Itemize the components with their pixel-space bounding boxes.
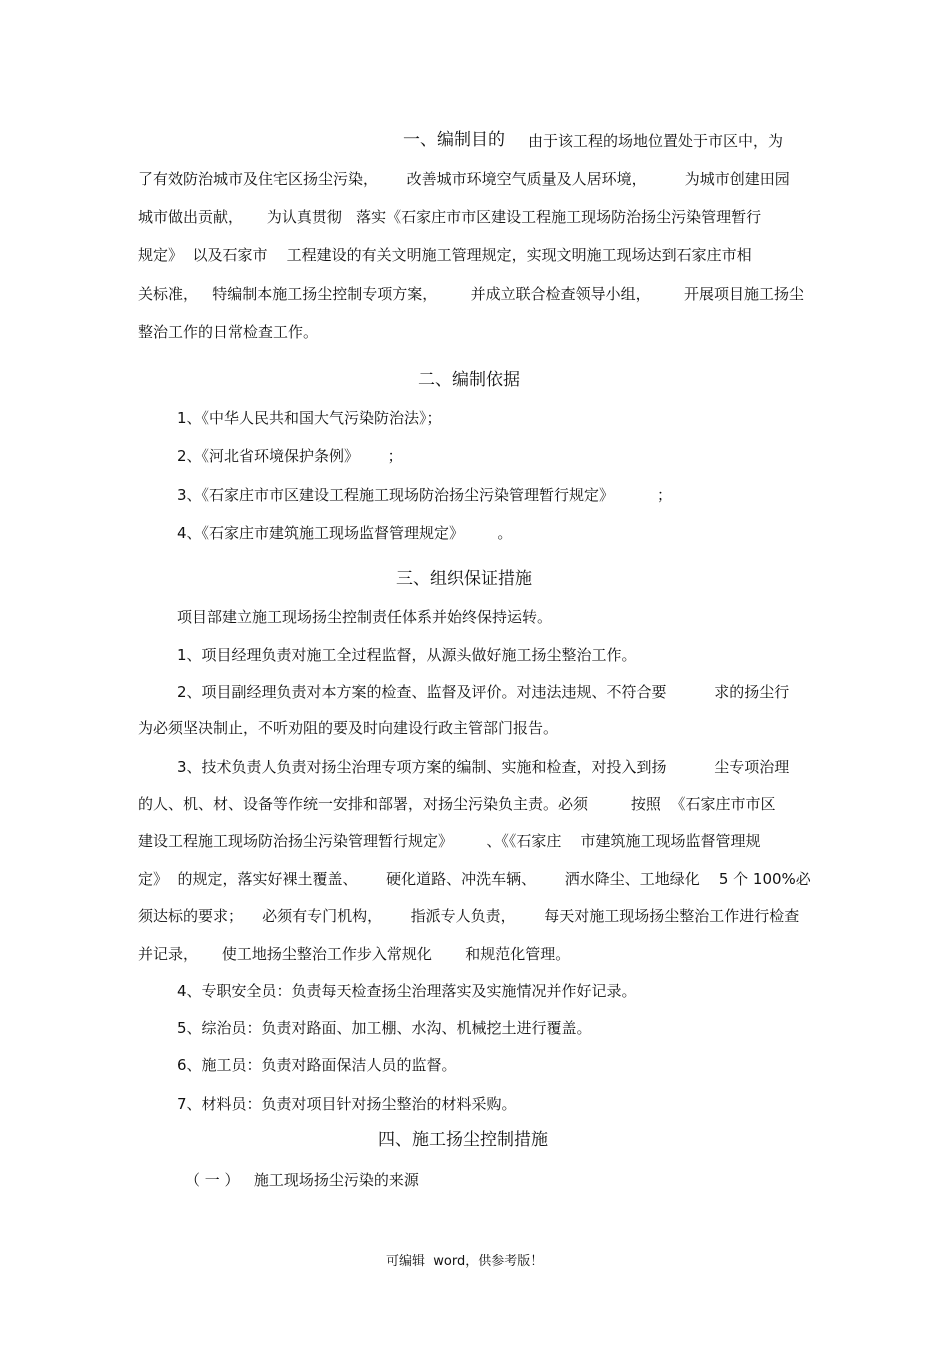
paragraph-line: 了有效防治城市及住宅区扬尘污染， 改善城市环境空气质量及人居环境， 为城市创建田园 [138, 170, 790, 188]
paragraph-line: 6、施工员：负责对路面保洁人员的监督。 [177, 1056, 457, 1074]
subheading: （ 一 ） 施工现场扬尘污染的来源 [185, 1171, 419, 1189]
paragraph-line: 整治工作的日常检查工作。 [138, 323, 319, 341]
list-item: 2、《河北省环境保护条例》 ； [177, 447, 403, 465]
paragraph-line: 2、项目副经理负责对本方案的检查、监督及评价。对违法违规、不符合要 求的扬尘行 [177, 683, 790, 701]
page-footer: 可编辑 word，供参考版！ [386, 1254, 544, 1269]
paragraph-line: 关标准， 特编制本施工扬尘控制专项方案， 并成立联合检查领导小组， 开展项目施工扬尘 [138, 285, 805, 303]
paragraph-line: 并记录， 使工地扬尘整治工作步入常规化 和规范化管理。 [138, 945, 571, 963]
paragraph-line: 须达标的要求； 必须有专门机构， 指派专人负责， 每天对施工现场扬尘整治工作进行检查 [138, 907, 800, 925]
paragraph-line: 城市做出贡献， 为认真贯彻 落实《石家庄市市区建设工程施工现场防治扬尘污染管理暂行 [138, 208, 762, 226]
section1-heading: 一、编制目的 [403, 130, 505, 150]
list-item: 1、《中华人民共和国大气污染防治法》； [177, 409, 442, 427]
paragraph-line: 定》 的规定，落实好裸土覆盖、 硬化道路、冲洗车辆、 洒水降尘、工地绿化 5 个 100%必 [138, 870, 811, 888]
section4-heading: 四、施工扬尘控制措施 [378, 1130, 548, 1150]
section3-heading: 三、组织保证措施 [396, 569, 532, 589]
paragraph-line: 规定》 以及石家市 工程建设的有关文明施工管理规定，实现文明施工现场达到石家庄市相 [138, 246, 752, 264]
list-item: 3、《石家庄市市区建设工程施工现场防治扬尘污染管理暂行规定》 ； [177, 486, 672, 504]
paragraph-line: 4、专职安全员：负责每天检查扬尘治理落实及实施情况并作好记录。 [177, 982, 637, 1000]
paragraph-line: 1、项目经理负责对施工全过程监督，从源头做好施工扬尘整治工作。 [177, 646, 637, 664]
paragraph-line: 由于该工程的场地位置处于市区中，为 [528, 132, 784, 150]
paragraph-line: 7、材料员：负责对项目针对扬尘整治的材料采购。 [177, 1095, 517, 1113]
paragraph-line: 3、技术负责人负责对扬尘治理专项方案的编制、实施和检查，对投入到扬 尘专项治理 [177, 758, 790, 776]
paragraph-line: 的人、机、材、设备等作统一安排和部署，对扬尘污染负主责。必须 按照 《石家庄市市区 [138, 795, 776, 813]
paragraph-line: 为必须坚决制止，不听劝阻的要及时向建设行政主管部门报告。 [138, 719, 559, 737]
section2-heading: 二、编制依据 [418, 370, 520, 390]
list-item: 4、《石家庄市建筑施工现场监督管理规定》 。 [177, 524, 513, 542]
paragraph-line: 项目部建立施工现场扬尘控制责任体系并始终保持运转。 [177, 608, 553, 626]
paragraph-line: 5、综治员：负责对路面、加工棚、水沟、机械挖土进行覆盖。 [177, 1019, 592, 1037]
paragraph-line: 建设工程施工现场防治扬尘污染管理暂行规定》 、《《石家庄 市建筑施工现场监督管理规 [138, 832, 761, 850]
